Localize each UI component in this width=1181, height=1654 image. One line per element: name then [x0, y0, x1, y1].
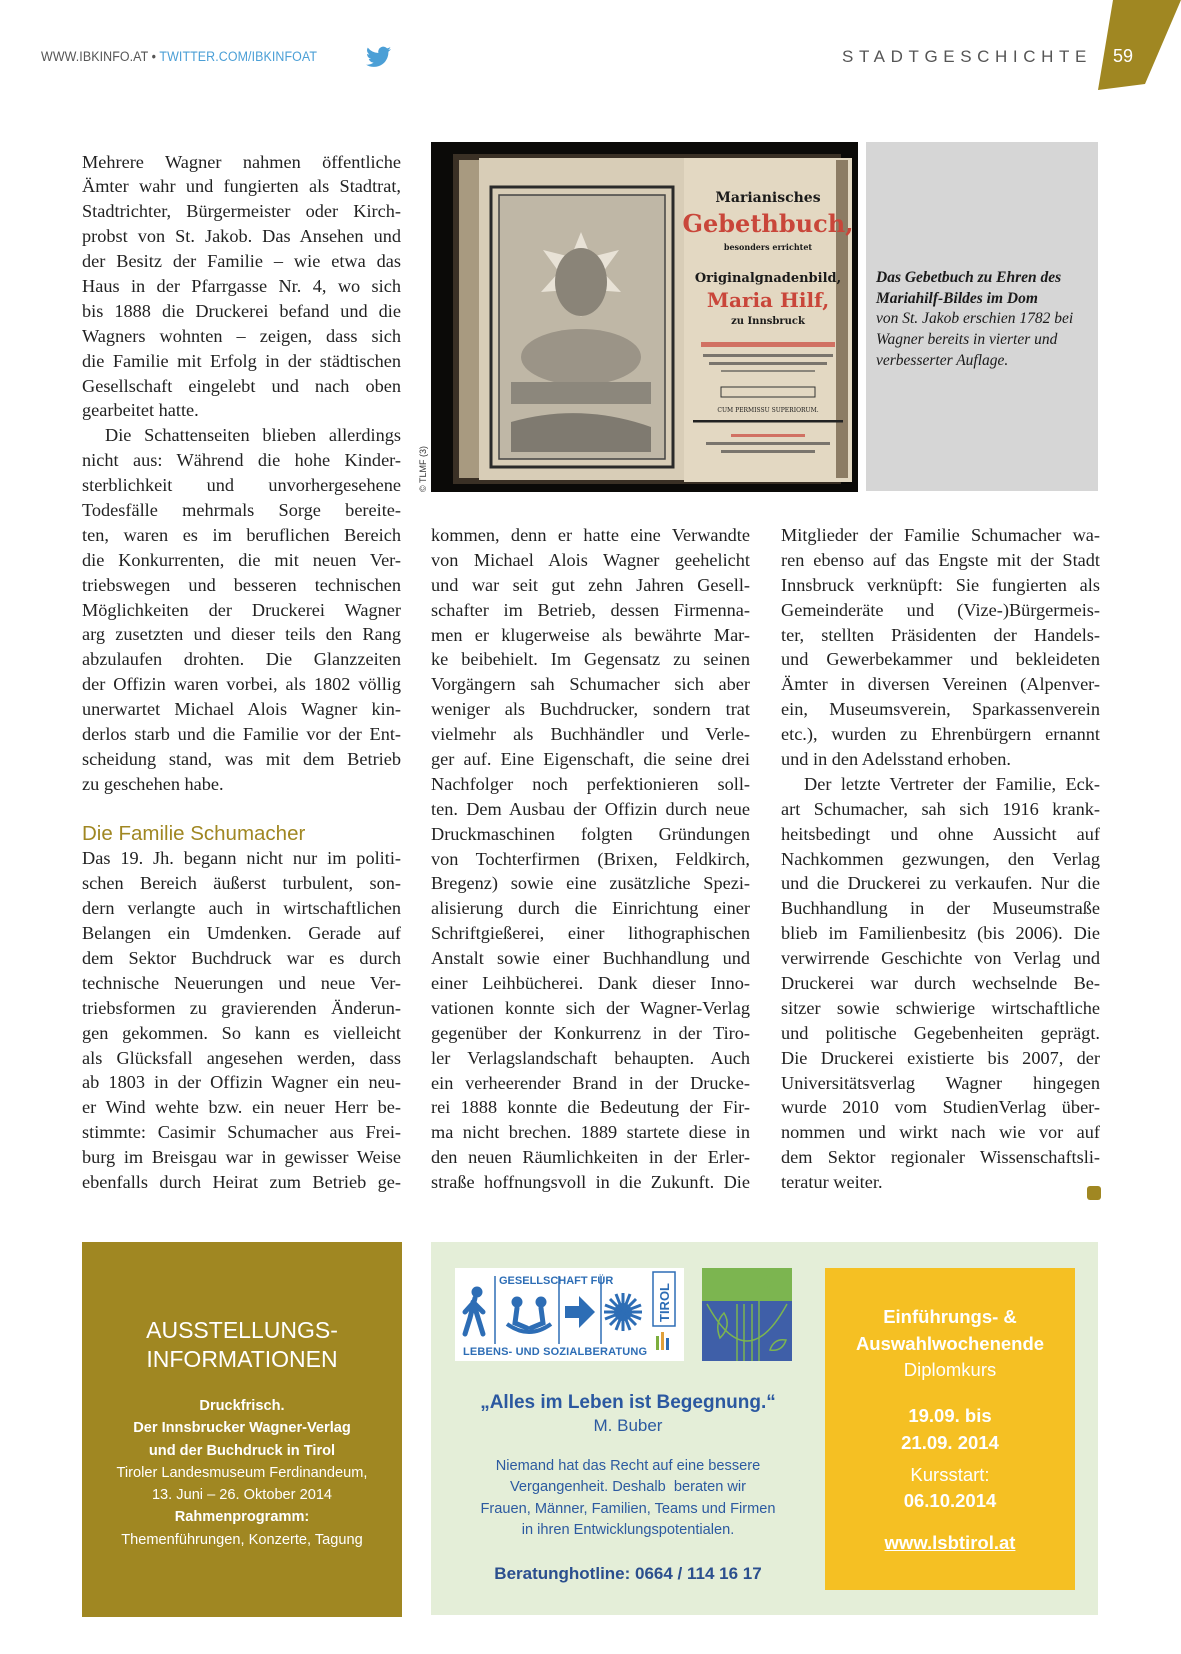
book-image — [431, 142, 858, 492]
text-line: Die Schattenseiten blieben allerdings — [105, 425, 401, 446]
text-line: Todesfälle mehrmals Sorge bereite- — [82, 499, 401, 520]
caption-line: Das Gebetbuch zu Ehren des — [876, 269, 1062, 286]
caption-line: verbesserter Auflage. — [876, 351, 1009, 369]
text-line: ebenfalls durch Heirat zum Betrieb ge- — [82, 1172, 401, 1193]
text-line: ter, stellten Präsidenten der Handels- — [781, 624, 1100, 645]
text-line: Haus in der Pfarrgasse Nr. 4, wo sich — [82, 275, 401, 296]
text-line: verwirrende Geschichte von Verlag und — [781, 948, 1100, 969]
text-line: technische Neuerungen und neue Ver- — [82, 972, 401, 993]
ad-body-line: Niemand hat das Recht auf eine bessere — [495, 1458, 761, 1474]
text-line: Wagners wohnten – zeigen, dass sich — [82, 325, 401, 346]
section-title: STADTGESCHICHTE — [842, 47, 1092, 66]
text-line: probst von St. Jakob. Das Ansehen und — [82, 226, 401, 247]
text-line: von Tochterfirmen (Brixen, Feldkirch, — [431, 848, 750, 869]
text-line: ler Verlagslandschaft behaupten. Auch — [431, 1047, 750, 1068]
text-line: und in den Adelsstand erhoben. — [781, 749, 1011, 770]
text-line: weniger als Buchdrucker, sondern trat — [431, 699, 750, 720]
course-info-box — [825, 1268, 1075, 1590]
ad-quote-author: M. Buber — [593, 1416, 663, 1435]
lsb-logo — [455, 1268, 684, 1361]
text-line: burg im Breisgau war in gewisser Weise — [82, 1147, 401, 1168]
sun-icon — [604, 1293, 642, 1331]
text-line: vielmehr als Buchhändler und Verle- — [431, 724, 750, 745]
text-line: abzulaufen drohten. Die Glanzzeiten — [82, 649, 401, 670]
text-line: gen gekommen. So kann es vielleicht — [82, 1022, 401, 1043]
text-line: Schriftgießerei, einer lithographischen — [431, 923, 750, 944]
text-line: von Michael Alois Wagner geehelicht — [431, 549, 750, 570]
text-line: heitsbedingt und ohne Aussicht auf — [781, 823, 1100, 844]
text-line: ab 1803 in der Offizin Wagner ein neu- — [82, 1072, 401, 1093]
ad-body-line: Vergangenheit. Deshalb beraten wir — [509, 1479, 747, 1496]
text-line: einer Leihbücherei. Dank dieser Inno- — [431, 973, 750, 994]
text-line: schen Bereich äußerst turbulent, son- — [82, 873, 401, 894]
book-text: Maria Hilf, — [706, 288, 830, 312]
text-line: kommen, denn er hatte eine Verwandte — [431, 525, 750, 545]
text-line: Belangen ein Umdenken. Gerade auf — [82, 923, 401, 944]
text-line: ten, waren es im beruflichen Bereich — [82, 524, 401, 545]
book-text: Marianisches — [715, 190, 821, 206]
site-url[interactable]: WWW.IBKINFO.AT — [41, 49, 149, 64]
text-line: ger auf. Eine Eigenschaft, die seine drei — [431, 749, 750, 770]
text-line: derlos starb und die Familie vor der Ent- — [82, 723, 401, 744]
course-title: Auswahlwochenende — [855, 1332, 1045, 1354]
text-line: sterblichkeit und unvorhergesehene — [82, 475, 401, 496]
logo-text: LEBENS- UND SOZIALBERATUNG — [463, 1346, 647, 1358]
text-line: schafter im Betrieb, dessen Firmenna- — [431, 599, 750, 620]
caption-line: von St. Jakob erschien 1782 bei — [876, 310, 1074, 328]
exhibition-venue: Tiroler Landesmuseum Ferdinandeum, — [116, 1464, 368, 1481]
text-line: wurde 2010 vom StudienVerlag über- — [781, 1097, 1100, 1118]
text-line: ren ebenso auf das Engste mit der Stadt — [781, 549, 1100, 570]
logo-text: GESELLSCHAFT FÜR — [499, 1275, 614, 1287]
text-line: stimmte: Casimir Schumacher aus Frei- — [82, 1122, 401, 1143]
section-heading: Die Familie Schumacher — [82, 821, 306, 845]
website-link[interactable]: www.lsbtirol.at — [884, 1532, 1016, 1553]
text-line: er Wind wehte bzw. ein neuer Herr be- — [82, 1097, 401, 1118]
ad-hotline: Beratunghotline: 0664 / 114 16 17 — [494, 1564, 762, 1584]
exhibition-name: Druckfrisch. — [199, 1398, 285, 1414]
text-line: Mehrere Wagner nahmen öffentliche — [82, 151, 401, 172]
text-line: Die Druckerei existierte bis 2007, der — [781, 1047, 1100, 1068]
book-text: zu Innsbruck — [731, 316, 805, 327]
text-line — [82, 797, 401, 822]
text-line: scheidung stand, was mit dem Betrieb — [82, 748, 401, 769]
photo-credit: © TLMF (3) — [418, 446, 428, 492]
course-start-date: 06.10.2014 — [903, 1490, 997, 1511]
text-line: ma nicht brechen. 1889 startete diese in — [431, 1122, 750, 1143]
text-line: vationen konnte sich der Wagner-Verlag — [431, 997, 750, 1018]
text-line: als Glücksfall angesehen werden, dass — [82, 1047, 401, 1068]
text-line: ein, Museumsverein, Sparkassenverein — [781, 699, 1100, 720]
text-line: nommen und wirkt nach wie vor auf — [781, 1122, 1100, 1143]
text-line: art Schumacher, sah sich 1916 krank- — [781, 798, 1100, 819]
arrow-icon — [565, 1296, 595, 1328]
text-line: Ämter wahr und fungierten als Stadtrat, — [82, 176, 401, 197]
text-line: Universitätsverlag Wagner hingegen — [781, 1072, 1100, 1093]
text-line: Druckmaschinen folgten Gründungen — [431, 823, 750, 844]
text-line: und Gewerbekammer und bekleideten — [781, 649, 1100, 670]
program-text: Themenführungen, Konzerte, Tagung — [121, 1531, 363, 1548]
caption-line: Mariahilf-Bildes im Dom — [876, 289, 1038, 307]
article-column-2 — [431, 523, 750, 1195]
text-line: Gesellschaft eingelebt und nach oben — [82, 375, 401, 396]
text-line: gegenüber der Konkurrenz in der Tiro- — [431, 1022, 750, 1043]
separator: • — [148, 49, 160, 64]
twitter-link[interactable]: TWITTER.COM/IBKINFOAT — [159, 49, 318, 64]
walking-person-icon — [472, 1287, 482, 1297]
text-line: arg zusetzten und dieser teils den Rang — [82, 624, 401, 645]
book-text: CUM PERMISSU SUPERIORUM. — [717, 407, 819, 414]
text-line: unerwartet Michael Alois Wagner kin- — [82, 699, 401, 720]
text-line: ten. Dem Ausbau der Offizin durch neue — [431, 798, 750, 819]
text-line: Druckerei war durch wechselnde Be- — [781, 973, 1100, 994]
text-line: men er klugerweise als bewährte Mar- — [431, 624, 750, 645]
advertisement-lsb-tirol — [431, 1242, 1098, 1615]
text-line: Nachkommen gezwungen, den Verlag — [781, 848, 1100, 869]
program-label: Rahmenprogramm: — [174, 1509, 310, 1526]
text-line: der Offizin waren vorbei, als 1802 völlig — [82, 674, 401, 695]
course-subtitle: Diplomkurs — [903, 1359, 997, 1380]
text-line: die Familie mit Erfolg in der städtischen — [82, 350, 401, 371]
text-line: Ämter in diversen Vereinen (Alpenver- — [781, 674, 1100, 695]
photo-caption — [866, 142, 1098, 491]
box-title: AUSSTELLUNGS- — [146, 1317, 338, 1343]
box-title: INFORMATIONEN — [146, 1346, 338, 1372]
text-line: und war seit gut zehn Jahren Gesell- — [431, 574, 750, 595]
text-line: alisierung durch die Einrichtung einer — [431, 898, 750, 919]
text-line: Anstalt sowie einer Buchhandlung und — [431, 948, 750, 969]
course-date: 21.09. 2014 — [901, 1431, 999, 1453]
prayer-book-photo — [431, 142, 858, 492]
book-text: Originalgnadenbild, — [694, 271, 842, 286]
ad-body-line: in ihren Entwicklungspotentialen. — [521, 1521, 735, 1538]
exhibition-info-box — [82, 1242, 402, 1617]
text-line: sitzer sowie schwierige wirtschaftliche — [781, 997, 1100, 1018]
exhibition-name: und der Buchdruck in Tirol — [148, 1442, 336, 1459]
text-line: Nachfolger noch perfektionieren soll- — [431, 773, 750, 794]
header-links — [41, 49, 317, 64]
text-line: ein verheerender Brand in der Drucke- — [431, 1072, 750, 1093]
text-line: dem Sektor regionaler Wissenschaftsli- — [781, 1147, 1100, 1168]
text-line: Vorgängern sah Schumacher sich aber — [431, 674, 750, 695]
text-line: Möglichkeiten der Druckerei Wagner — [82, 599, 401, 620]
course-title: Einführungs- & — [883, 1306, 1017, 1327]
text-line: der Besitz der Familie – wie etwa das — [82, 251, 401, 272]
text-line: Stadtrichter, Bürgermeister oder Kirch- — [82, 201, 401, 222]
text-line: Gemeinderäte und (Vize-)Bürgermeis- — [781, 599, 1100, 620]
text-line: rei 1888 konnte die Bedeutung der Fir- — [431, 1097, 750, 1118]
text-line: straße hoffnungsvoll in die Zukunft. Die — [431, 1172, 750, 1193]
book-text: besonders errichtet — [723, 242, 813, 252]
text-line: triebswegen und besseren technischen — [82, 574, 401, 595]
leaf-logo — [702, 1268, 792, 1361]
text-line: die Konkurrenten, die mit neuen Ver- — [82, 549, 401, 570]
course-date: 19.09. bis — [908, 1405, 992, 1426]
text-line: Buchhandlung in der Museumstraße — [781, 898, 1100, 919]
text-line: Innsbruck verknüpft: Sie fungierten als — [781, 574, 1100, 595]
page-tab — [1095, 0, 1181, 92]
text-line: zu geschehen habe. — [82, 773, 224, 794]
text-line: blieb im Familienbesitz (bis 2006). Die — [781, 923, 1100, 944]
book-text: Gebethbuch, — [682, 209, 854, 238]
text-line: dem Sektor Buchdruck war es durch — [82, 948, 401, 968]
ad-quote: „Alles im Leben ist Begegnung.“ — [480, 1392, 776, 1413]
end-of-article-mark — [1087, 1186, 1101, 1200]
text-line: dern verlangte auch in wirtschaftlichen — [82, 898, 401, 919]
exhibition-name: Der Innsbrucker Wagner-Verlag — [133, 1420, 351, 1437]
text-line: und die Druckerei zu verkaufen. Nur die — [781, 873, 1100, 894]
text-line: etc.), wurden zu Ehrenbürgern ernannt — [781, 724, 1100, 745]
text-line: Bregenz) sowie eine zusätzliche Spezi- — [431, 873, 750, 894]
text-line: nicht aus: Während die hohe Kinder- — [82, 450, 401, 471]
exhibition-dates: 13. Juni – 26. Oktober 2014 — [151, 1487, 333, 1504]
text-line: teratur weiter. — [781, 1172, 883, 1193]
ad-text — [431, 1392, 825, 1584]
course-start-label: Kursstart: — [910, 1464, 990, 1485]
page-number: 59 — [1113, 46, 1134, 66]
ad-body-line: Frauen, Männer, Familien, Teams und Firmen — [480, 1500, 776, 1517]
article-column-3 — [781, 523, 1100, 1195]
text-line: und politische Gegebenheiten geprägt. — [781, 1022, 1100, 1043]
text-line: ke beibehielt. Im Gegensatz zu seinen — [431, 649, 750, 670]
text-line: bis 1888 die Druckerei befand und die — [82, 300, 401, 321]
text-line: Das 19. Jh. begann nicht nur im politi- — [82, 848, 401, 869]
text-line: Mitglieder der Familie Schumacher wa- — [781, 525, 1100, 545]
logo-text: TIROL — [657, 1283, 672, 1322]
text-line: triebsformen zu gravierenden Änderun- — [82, 997, 401, 1018]
text-line: Der letzte Vertreter der Familie, Eck- — [804, 773, 1100, 794]
caption-line: Wagner bereits in vierter und — [876, 331, 1058, 349]
twitter-bird-icon[interactable] — [366, 46, 391, 68]
article-column-1 — [82, 150, 401, 1195]
text-line: den neuen Räumlichkeiten in der Erler- — [431, 1147, 750, 1168]
text-line: gearbeitet hatte. — [82, 400, 199, 421]
